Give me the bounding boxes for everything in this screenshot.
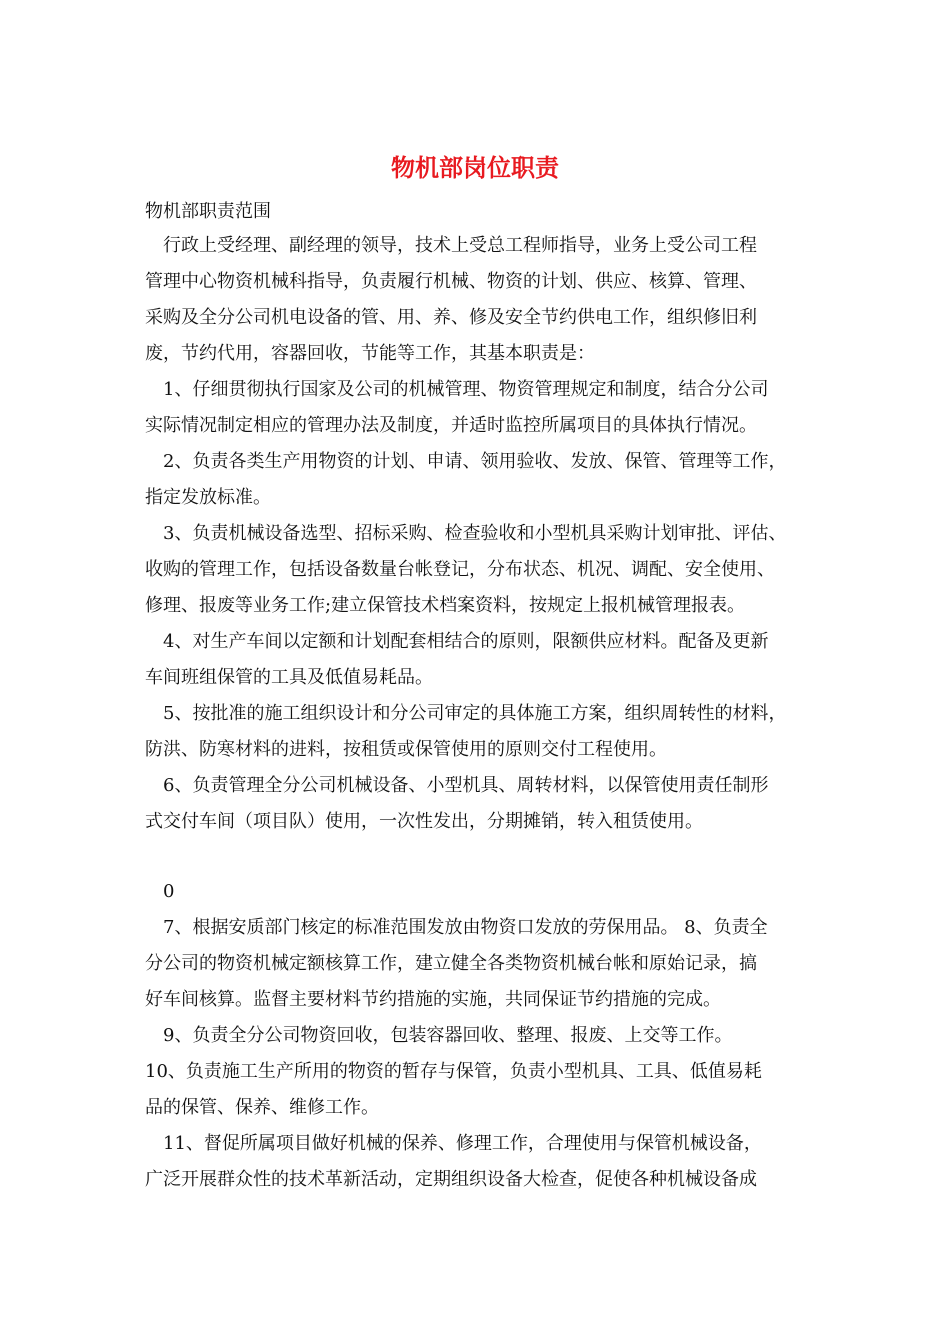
text-line: 4、对生产车间以定额和计划配套相结合的原则，限额供应材料。配备及更新 xyxy=(163,631,769,652)
text-line: 品的保管、保养、维修工作。 xyxy=(145,1097,379,1118)
page-number: 0 xyxy=(163,881,175,902)
text-line: 管理中心物资机械科指导，负责履行机械、物资的计划、供应、核算、管理、 xyxy=(145,271,757,292)
text-line: 指定发放标准。 xyxy=(145,487,271,508)
section-heading: 物机部职责范围 xyxy=(145,201,271,222)
text-line: 式交付车间（项目队）使用，一次性发出，分期摊销，转入租赁使用。 xyxy=(145,811,703,832)
text-line: 6、负责管理全分公司机械设备、小型机具、周转材料，以保管使用责任制形 xyxy=(163,775,769,796)
text-line: 实际情况制定相应的管理办法及制度，并适时监控所属项目的具体执行情况。 xyxy=(145,415,757,436)
text-line: 好车间核算。监督主要材料节约措施的实施，共同保证节约措施的完成。 xyxy=(145,989,721,1010)
text-line: 采购及全分公司机电设备的管、用、养、修及安全节约供电工作，组织修旧利 xyxy=(145,307,757,328)
text-line: 行政上受经理、副经理的领导，技术上受总工程师指导，业务上受公司工程 xyxy=(163,235,757,256)
text-line: 分公司的物资机械定额核算工作，建立健全各类物资机械台帐和原始记录，搞 xyxy=(145,953,757,974)
text-line: 2、负责各类生产用物资的计划、申请、领用验收、发放、保管、管理等工作， xyxy=(163,451,787,472)
text-line: 1、仔细贯彻执行国家及公司的机械管理、物资管理规定和制度，结合分公司 xyxy=(163,379,769,400)
text-line: 收购的管理工作，包括设备数量台帐登记，分布状态、机况、调配、安全使用、 xyxy=(145,559,775,580)
text-line: 11、督促所属项目做好机械的保养、修理工作，合理使用与保管机械设备， xyxy=(163,1133,762,1154)
text-line: 5、按批准的施工组织设计和分公司审定的具体施工方案，组织周转性的材料， xyxy=(163,703,787,724)
text-line: 车间班组保管的工具及低值易耗品。 xyxy=(145,667,433,688)
text-line: 10、负责施工生产所用的物资的暂存与保管，负责小型机具、工具、低值易耗 xyxy=(145,1061,762,1082)
text-line: 修理、报废等业务工作;建立保管技术档案资料，按规定上报机械管理报表。 xyxy=(145,595,746,616)
text-line: 3、负责机械设备选型、招标采购、检查验收和小型机具采购计划审批、评估、 xyxy=(163,523,787,544)
text-line: 广泛开展群众性的技术革新活动，定期组织设备大检查，促使各种机械设备成 xyxy=(145,1169,757,1190)
text-line: 7、根据安质部门核定的标准范围发放由物资口发放的劳保用品。 8、负责全 xyxy=(163,917,768,938)
text-line: 防洪、防寒材料的进料，按租赁或保管使用的原则交付工程使用。 xyxy=(145,739,667,760)
text-line: 9、负责全分公司物资回收，包装容器回收、整理、报废、上交等工作。 xyxy=(163,1025,733,1046)
text-line: 废，节约代用，容器回收，节能等工作，其基本职责是： xyxy=(145,343,595,364)
document-title: 物机部岗位职责 xyxy=(391,153,559,182)
